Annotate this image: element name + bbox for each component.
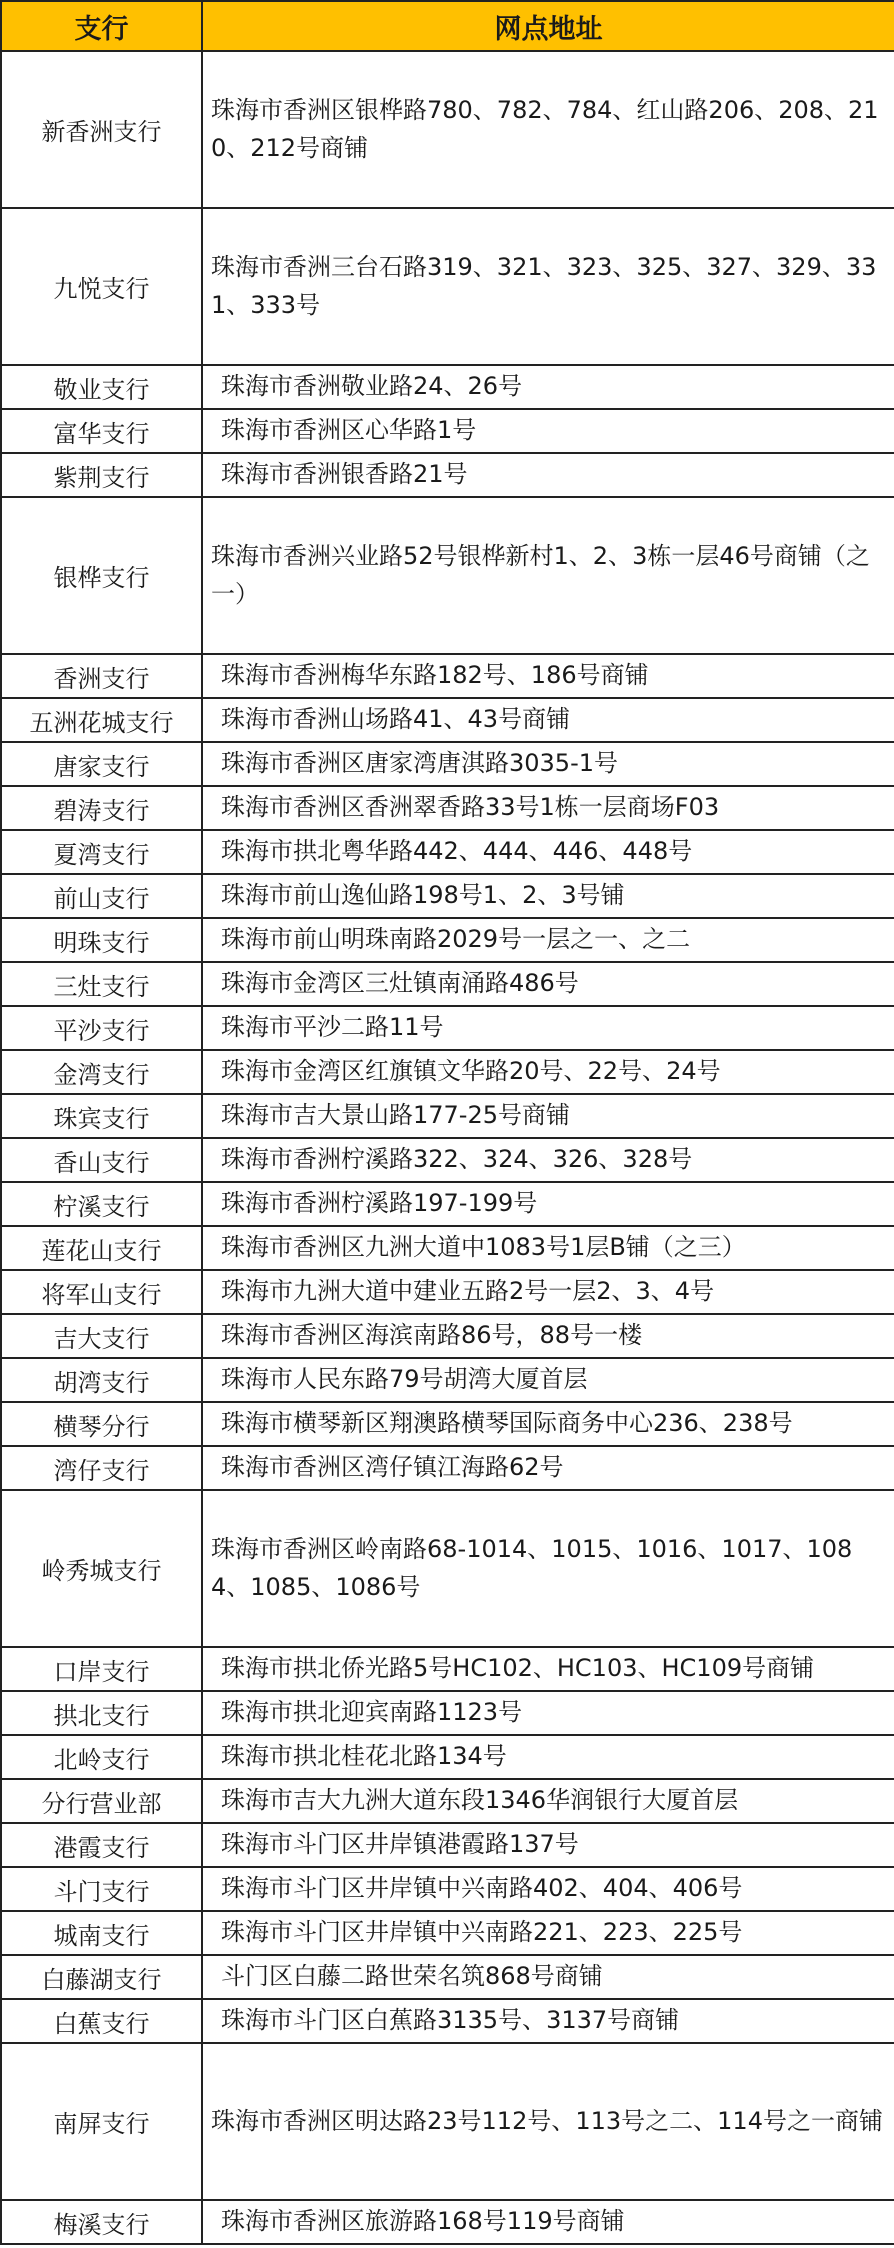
branch-address: 珠海市金湾区红旗镇文华路20号、22号、24号 xyxy=(202,1050,894,1094)
branch-address: 珠海市九洲大道中建业五路2号一层2、3、4号 xyxy=(202,1270,894,1314)
table-row xyxy=(1,1182,894,1226)
branch-address: 珠海市香洲区银桦路780、782、784、红山路206、208、210、212号商铺 xyxy=(202,51,894,208)
table-row xyxy=(1,1955,894,1999)
branch-name: 新香洲支行 xyxy=(1,51,202,208)
table-row xyxy=(1,962,894,1006)
branch-address: 珠海市香洲银香路21号 xyxy=(202,453,894,497)
table-row xyxy=(1,1867,894,1911)
branch-address: 珠海市香洲三台石路319、321、323、325、327、329、331、333号 xyxy=(202,208,894,365)
branch-address: 珠海市斗门区井岸镇港霞路137号 xyxy=(202,1823,894,1867)
branch-address: 珠海市香洲区湾仔镇江海路62号 xyxy=(202,1446,894,1490)
table-row xyxy=(1,1270,894,1314)
table-row xyxy=(1,918,894,962)
table-row xyxy=(1,1314,894,1358)
branch-address: 珠海市香洲区岭南路68-1014、1015、1016、1017、1084、1085、1086号 xyxy=(202,1490,894,1647)
header-address: 网点地址 xyxy=(202,1,894,51)
branch-name: 莲花山支行 xyxy=(1,1226,202,1270)
table-row xyxy=(1,365,894,409)
branch-name: 银桦支行 xyxy=(1,497,202,654)
table-row xyxy=(1,453,894,497)
branch-address: 珠海市平沙二路11号 xyxy=(202,1006,894,1050)
branch-address: 珠海市斗门区白蕉路3135号、3137号商铺 xyxy=(202,1999,894,2043)
branch-address: 珠海市拱北侨光路5号HC102、HC103、HC109号商铺 xyxy=(202,1647,894,1691)
branch-address: 珠海市人民东路79号胡湾大厦首层 xyxy=(202,1358,894,1402)
table-row xyxy=(1,1446,894,1490)
table-row xyxy=(1,1402,894,1446)
branch-name: 吉大支行 xyxy=(1,1314,202,1358)
branch-name: 将军山支行 xyxy=(1,1270,202,1314)
table-row xyxy=(1,2200,894,2244)
branch-name: 梅溪支行 xyxy=(1,2200,202,2244)
table-row xyxy=(1,874,894,918)
branch-name: 拱北支行 xyxy=(1,1691,202,1735)
branch-address: 珠海市前山明珠南路2029号一层之一、之二 xyxy=(202,918,894,962)
table-row xyxy=(1,830,894,874)
table-header-row xyxy=(1,1,894,51)
table-row xyxy=(1,1006,894,1050)
branch-name: 香洲支行 xyxy=(1,654,202,698)
table-row xyxy=(1,208,894,365)
branch-name: 口岸支行 xyxy=(1,1647,202,1691)
branch-address: 珠海市香洲区香洲翠香路33号1栋一层商场F03 xyxy=(202,786,894,830)
table-row xyxy=(1,1735,894,1779)
branch-name: 紫荆支行 xyxy=(1,453,202,497)
branch-name: 前山支行 xyxy=(1,874,202,918)
branch-name: 湾仔支行 xyxy=(1,1446,202,1490)
branch-name: 白蕉支行 xyxy=(1,1999,202,2043)
table-row xyxy=(1,1691,894,1735)
table-row xyxy=(1,1647,894,1691)
branch-name: 横琴分行 xyxy=(1,1402,202,1446)
table-row xyxy=(1,1358,894,1402)
branch-name: 平沙支行 xyxy=(1,1006,202,1050)
branch-address: 珠海市金湾区三灶镇南涌路486号 xyxy=(202,962,894,1006)
header-branch: 支行 xyxy=(1,1,202,51)
table-row xyxy=(1,1226,894,1270)
branch-name: 斗门支行 xyxy=(1,1867,202,1911)
branch-address: 珠海市横琴新区翔澳路横琴国际商务中心236、238号 xyxy=(202,1402,894,1446)
branch-name: 城南支行 xyxy=(1,1911,202,1955)
branch-address: 珠海市香洲兴业路52号银桦新村1、2、3栋一层46号商铺（之一） xyxy=(202,497,894,654)
table-row xyxy=(1,51,894,208)
branch-name: 富华支行 xyxy=(1,409,202,453)
table-row xyxy=(1,1138,894,1182)
branch-name: 南屏支行 xyxy=(1,2043,202,2200)
branch-address: 珠海市香洲区旅游路168号119号商铺 xyxy=(202,2200,894,2244)
table-row xyxy=(1,698,894,742)
table-row xyxy=(1,654,894,698)
branch-name: 港霞支行 xyxy=(1,1823,202,1867)
table-row xyxy=(1,1094,894,1138)
branch-address: 珠海市斗门区井岸镇中兴南路221、223、225号 xyxy=(202,1911,894,1955)
branch-name: 岭秀城支行 xyxy=(1,1490,202,1647)
branch-name: 三灶支行 xyxy=(1,962,202,1006)
branch-address: 珠海市香洲山场路41、43号商铺 xyxy=(202,698,894,742)
branch-address: 珠海市香洲柠溪路322、324、326、328号 xyxy=(202,1138,894,1182)
branch-address: 珠海市香洲区海滨南路86号，88号一楼 xyxy=(202,1314,894,1358)
branch-name: 敬业支行 xyxy=(1,365,202,409)
table-row xyxy=(1,409,894,453)
branch-name: 香山支行 xyxy=(1,1138,202,1182)
branch-name: 唐家支行 xyxy=(1,742,202,786)
table-row xyxy=(1,1050,894,1094)
branch-name: 九悦支行 xyxy=(1,208,202,365)
branch-address: 珠海市拱北迎宾南路1123号 xyxy=(202,1691,894,1735)
branch-address: 珠海市拱北桂花北路134号 xyxy=(202,1735,894,1779)
branch-name: 金湾支行 xyxy=(1,1050,202,1094)
branch-address: 珠海市香洲敬业路24、26号 xyxy=(202,365,894,409)
table-row xyxy=(1,786,894,830)
branch-address: 珠海市前山逸仙路198号1、2、3号铺 xyxy=(202,874,894,918)
branch-address: 珠海市吉大九洲大道东段1346华润银行大厦首层 xyxy=(202,1779,894,1823)
branch-address: 珠海市斗门区井岸镇中兴南路402、404、406号 xyxy=(202,1867,894,1911)
table-row xyxy=(1,1779,894,1823)
branch-name: 胡湾支行 xyxy=(1,1358,202,1402)
table-row xyxy=(1,1490,894,1647)
branch-name: 分行营业部 xyxy=(1,1779,202,1823)
branch-address: 珠海市香洲梅华东路182号、186号商铺 xyxy=(202,654,894,698)
branch-address: 珠海市吉大景山路177-25号商铺 xyxy=(202,1094,894,1138)
branch-address: 珠海市香洲区九洲大道中1083号1层B铺（之三） xyxy=(202,1226,894,1270)
table-row xyxy=(1,1999,894,2043)
branch-address: 珠海市香洲区唐家湾唐淇路3035-1号 xyxy=(202,742,894,786)
branch-address: 珠海市香洲柠溪路197-199号 xyxy=(202,1182,894,1226)
branch-name: 柠溪支行 xyxy=(1,1182,202,1226)
branch-address: 珠海市拱北粤华路442、444、446、448号 xyxy=(202,830,894,874)
branch-name: 白藤湖支行 xyxy=(1,1955,202,1999)
branch-name: 五洲花城支行 xyxy=(1,698,202,742)
branch-name: 明珠支行 xyxy=(1,918,202,962)
table-row xyxy=(1,1823,894,1867)
branch-name: 珠宾支行 xyxy=(1,1094,202,1138)
branch-name: 碧涛支行 xyxy=(1,786,202,830)
branch-address: 斗门区白藤二路世荣名筑868号商铺 xyxy=(202,1955,894,1999)
branch-name: 夏湾支行 xyxy=(1,830,202,874)
branch-name: 北岭支行 xyxy=(1,1735,202,1779)
table-row xyxy=(1,2043,894,2200)
table-row xyxy=(1,497,894,654)
branch-address: 珠海市香洲区心华路1号 xyxy=(202,409,894,453)
table-row xyxy=(1,1911,894,1955)
table-row xyxy=(1,742,894,786)
branch-address: 珠海市香洲区明达路23号112号、113号之二、114号之一商铺 xyxy=(202,2043,894,2200)
